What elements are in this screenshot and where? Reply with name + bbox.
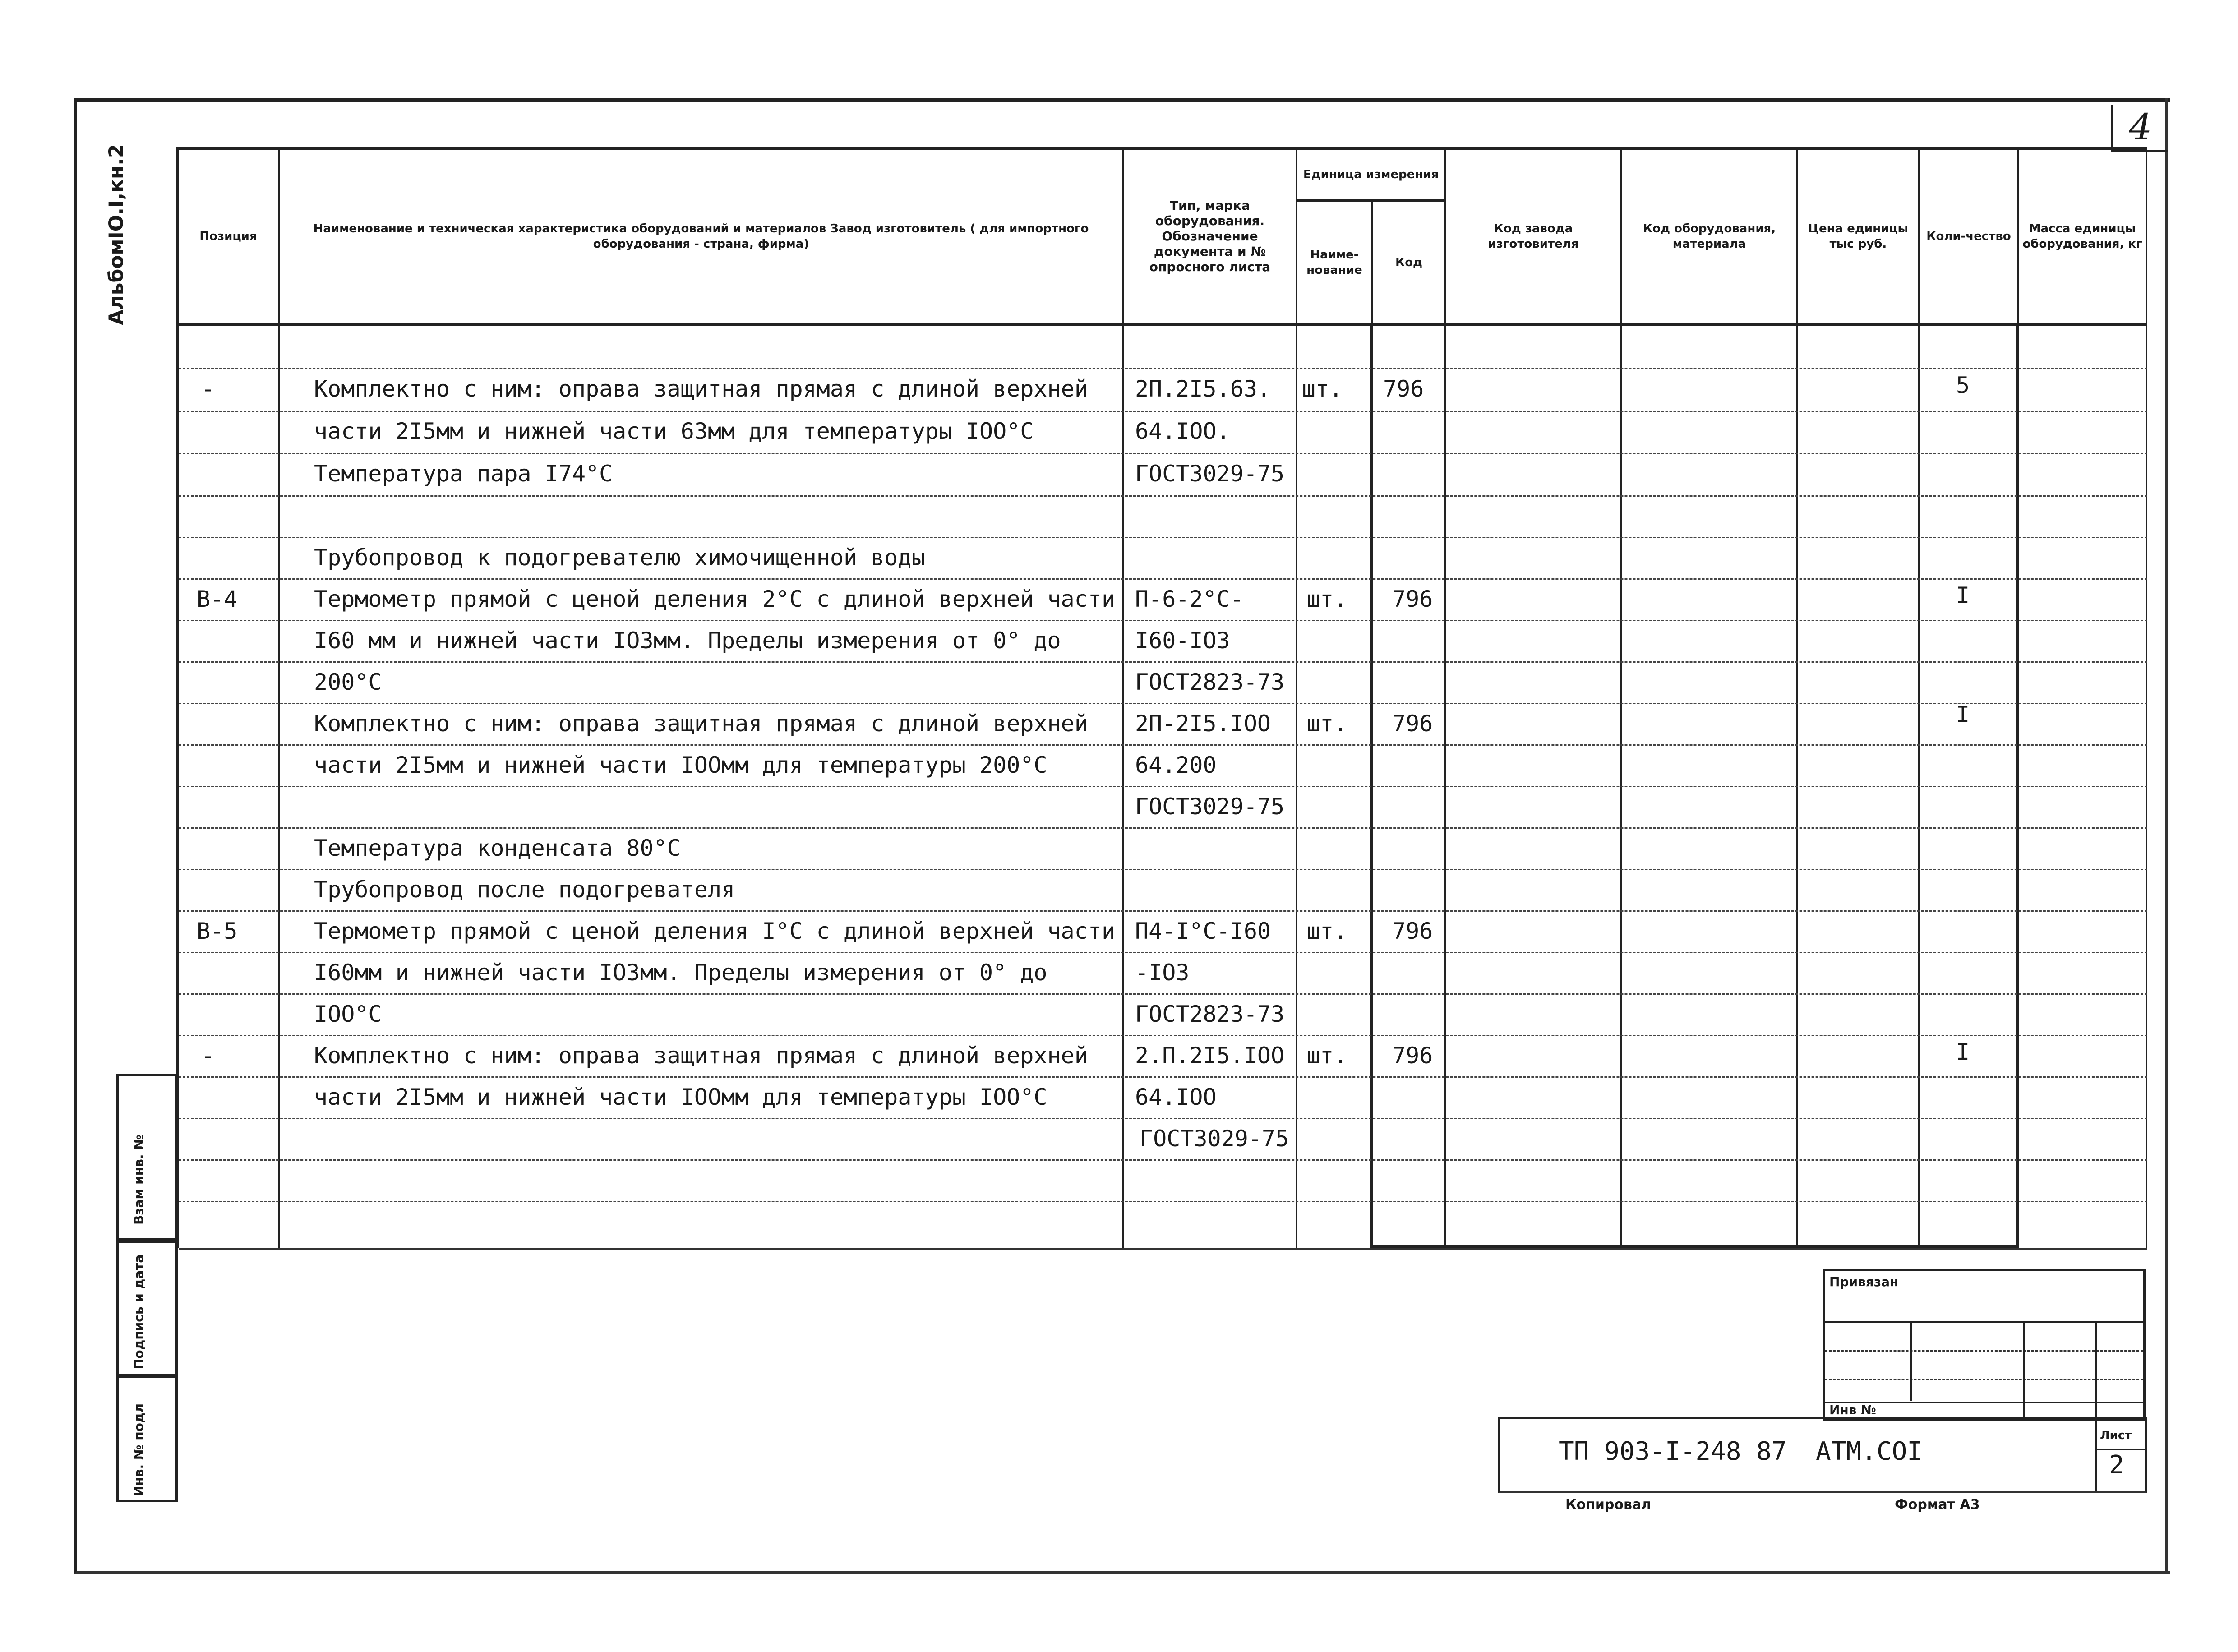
row-code: 796 bbox=[1392, 711, 1433, 737]
header-mass: Масса единицы оборудования, кг bbox=[2019, 150, 2147, 326]
list-label: Лист bbox=[2100, 1429, 2132, 1442]
header-position: Позиция bbox=[179, 150, 280, 326]
row-type: 64.IOO bbox=[1135, 1084, 1217, 1110]
row-name: Комплектно с ним: оправа защитная прямая с длиной верхней bbox=[314, 1043, 1088, 1069]
side-box-vzam bbox=[116, 1074, 178, 1241]
row-position: В-4 bbox=[197, 586, 238, 612]
row-unit: шт. bbox=[1306, 918, 1347, 944]
row-unit: шт. bbox=[1306, 586, 1347, 612]
row-type: П-6-2°C- bbox=[1135, 586, 1244, 612]
header-factory-code: Код завода изготовителя bbox=[1446, 150, 1622, 326]
title-block bbox=[1498, 1417, 2147, 1493]
row-type: 64.IOO. bbox=[1135, 418, 1230, 444]
list-value: 2 bbox=[2109, 1450, 2124, 1480]
header-unit-code: Код bbox=[1373, 202, 1446, 326]
inv-no-label: Инв № bbox=[1829, 1403, 1876, 1417]
binding-stamp bbox=[1823, 1269, 2146, 1421]
row-name: I60мм и нижней части IO3мм. Пределы измерения от 0° до bbox=[314, 960, 1047, 986]
header-type: Тип, марка оборудования. Обозначение документа и № опросного листа bbox=[1124, 150, 1297, 326]
row-name: Комплектно с ним: оправа защитная прямая с длиной верхней bbox=[314, 711, 1088, 737]
header-equipment-code: Код оборудования, материала bbox=[1622, 150, 1798, 326]
specification-table bbox=[176, 147, 2147, 1248]
row-type: 2.П.2I5.IOO bbox=[1135, 1043, 1285, 1069]
header-name: Наименование и техническая характеристика оборудований и материалов Завод изготовитель ( для импортного оборудования - страна, фирма) bbox=[280, 150, 1124, 326]
album-label: АльбомIO.I,кн.2 bbox=[105, 144, 128, 325]
row-type: 2П.2I5.63. bbox=[1135, 376, 1271, 402]
row-name: части 2I5мм и нижней части 63мм для температуры IOO°C bbox=[314, 418, 1034, 444]
row-code: 796 bbox=[1392, 586, 1433, 612]
format-label: Формат А3 bbox=[1895, 1497, 1980, 1513]
doc-code: ТП 903-I-248 87 bbox=[1559, 1437, 1787, 1466]
side-label-podpis: Подпись и дата bbox=[131, 1254, 146, 1369]
row-line bbox=[179, 495, 2147, 497]
header-unit-name: Наиме-нование bbox=[1297, 202, 1373, 326]
row-type: 2П-2I5.IOO bbox=[1135, 711, 1271, 737]
row-type: -IO3 bbox=[1135, 960, 1190, 986]
row-type: ГОСТ2823-73 bbox=[1135, 1001, 1285, 1027]
row-type: 64.200 bbox=[1135, 752, 1217, 778]
row-code: 796 bbox=[1392, 918, 1433, 944]
row-name: Термометр прямой с ценой деления I°C с длиной верхней части bbox=[314, 918, 1116, 944]
header-unit-group: Единица измерения bbox=[1297, 150, 1446, 202]
row-position: В-5 bbox=[197, 918, 238, 944]
header-quantity: Коли-чество bbox=[1920, 150, 2019, 326]
side-label-inv: Инв. № подл bbox=[131, 1403, 146, 1496]
row-line bbox=[179, 1201, 2147, 1202]
row-type: ГОСТ3029-75 bbox=[1140, 1126, 1289, 1152]
row-name: IOO°C bbox=[314, 1001, 382, 1027]
row-qty: 5 bbox=[1956, 372, 1970, 398]
header-price: Цена единицы тыс руб. bbox=[1798, 150, 1920, 326]
privyazan-label: Привязан bbox=[1829, 1274, 1899, 1289]
row-name: Температура пара I74°C bbox=[314, 461, 613, 487]
row-line bbox=[179, 1159, 2147, 1161]
row-type: П4-I°C-I60 bbox=[1135, 918, 1271, 944]
row-name: Комплектно с ним: оправа защитная прямая с длиной верхней bbox=[314, 376, 1088, 402]
page-number: 4 bbox=[2111, 105, 2168, 152]
row-position: - bbox=[201, 376, 215, 402]
row-name: Трубопровод к подогревателю химочищенной воды bbox=[314, 545, 925, 571]
row-name: Температура конденсата 80°C bbox=[314, 835, 681, 861]
row-type: ГОСТ3029-75 bbox=[1135, 794, 1285, 820]
side-label-vzam: Взам инв. № bbox=[131, 1135, 146, 1225]
row-type: ГОСТ3029-75 bbox=[1135, 461, 1285, 487]
frame-right-edge bbox=[2165, 98, 2168, 1574]
row-unit: шт. bbox=[1302, 376, 1343, 402]
row-code: 796 bbox=[1392, 1043, 1433, 1069]
side-box-podpis bbox=[116, 1241, 178, 1376]
row-type: ГОСТ2823-73 bbox=[1135, 669, 1285, 695]
side-box-inv bbox=[116, 1376, 178, 1502]
table-bottom-line bbox=[179, 1248, 2147, 1250]
doc-mark: АТМ.COI bbox=[1816, 1437, 1923, 1466]
row-name: 200°C bbox=[314, 669, 382, 695]
row-qty: I bbox=[1956, 582, 1970, 609]
row-unit: шт. bbox=[1306, 1043, 1347, 1069]
row-type: I60-IO3 bbox=[1135, 628, 1230, 654]
row-qty: I bbox=[1956, 701, 1970, 728]
row-code: 796 bbox=[1383, 376, 1424, 402]
row-name: Термометр прямой с ценой деления 2°C с длиной верхней части bbox=[314, 586, 1116, 612]
row-name: I60 мм и нижней части IO3мм. Пределы измерения от 0° до bbox=[314, 628, 1061, 654]
row-qty: I bbox=[1956, 1039, 1970, 1065]
copied-label: Копировал bbox=[1565, 1497, 1652, 1513]
row-position: - bbox=[201, 1043, 215, 1069]
row-name: части 2I5мм и нижней части IOOмм для температуры IOO°C bbox=[314, 1084, 1047, 1110]
row-unit: шт. bbox=[1306, 711, 1347, 737]
row-name: части 2I5мм и нижней части IOOмм для температуры 200°C bbox=[314, 752, 1047, 778]
row-name: Трубопровод после подогревателя bbox=[314, 877, 735, 903]
